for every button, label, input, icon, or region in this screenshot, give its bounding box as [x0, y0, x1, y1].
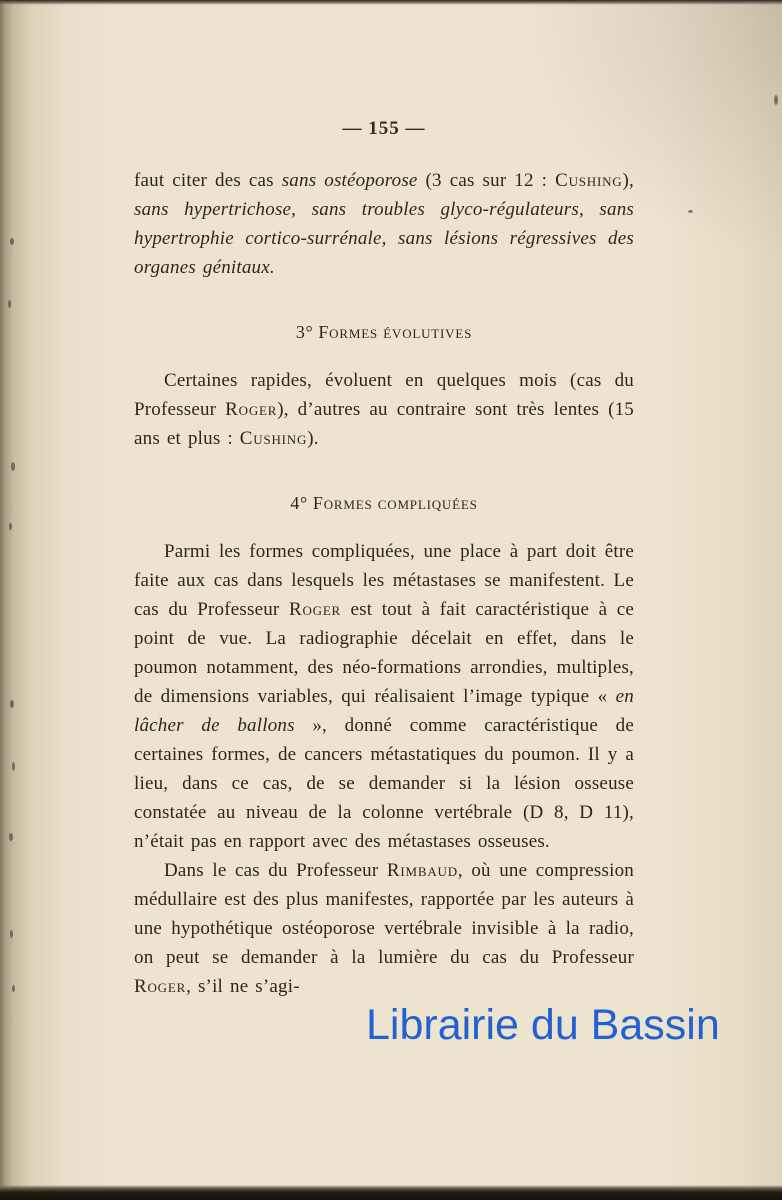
text-segment: Roger — [225, 399, 278, 420]
text-segment: Formes évolutives — [318, 322, 473, 342]
text-segment: en lâcher de ballons — [134, 686, 634, 736]
text-segment: Cushing — [239, 428, 308, 449]
scan-speck — [12, 762, 15, 771]
text-segment: faut citer des cas — [134, 170, 282, 191]
paragraph — [134, 366, 634, 453]
section-heading — [134, 493, 634, 514]
text-segment: 3° — [295, 322, 319, 342]
scan-speck — [9, 523, 12, 530]
scan-speck — [10, 700, 14, 708]
text-segment: , s’il ne s’agi- — [186, 976, 300, 997]
page-number: — 155 — — [342, 118, 426, 139]
scan-speck — [8, 300, 11, 308]
text-segment: est tout à fait caractéristique à ce point de vue. La radiographie décelait en effet, dans le poumon notamment, des néo-formations arrondies, multiples, de dimensions variables, qui réalisaient l’image typique « — [134, 599, 634, 707]
text-segment: , où une compression médullaire est des plus manifestes, rapportée par les auteurs à une hypothétique ostéoporose vertébrale invisible à la radio, on peut se demander à la lumière du cas du Professeur — [134, 860, 634, 968]
watermark-text: Librairie du Bassin — [366, 1001, 720, 1049]
text-segment: ), — [622, 170, 634, 191]
text-segment: Rimbaud — [386, 860, 458, 881]
text-segment: Roger — [288, 599, 342, 620]
text-segment: sans ostéoporose — [281, 170, 418, 191]
text-segment: 4° — [290, 493, 313, 513]
scan-speck — [11, 462, 15, 471]
text-segment: Parmi les formes compliquées, une place à part doit être faite aux cas dans lesquels les métastases se manifestent. Le cas du Professeur — [134, 541, 634, 620]
scan-speck — [12, 985, 15, 992]
text-segment: Cushing — [555, 170, 623, 191]
scan-edge-bottom — [0, 1185, 782, 1200]
scan-speck — [9, 833, 13, 841]
text-segment: sans hypertrichose, sans troubles glyco-régulateurs, sans hypertrophie cortico-surrénale, sans lésions régressives des organes génitaux. — [134, 199, 634, 278]
text-segment: Formes compliquées — [312, 493, 478, 513]
text-segment: Certaines rapides, évoluent en quelques mois (cas du Professeur — [134, 370, 634, 420]
text-segment: Dans le cas du Professeur — [164, 860, 387, 881]
content-area — [134, 166, 634, 1001]
paragraph — [134, 856, 634, 1001]
scan-speck — [688, 210, 693, 213]
text-segment: ), d’autres au contraire sont très lentes (15 ans et plus : — [134, 399, 635, 449]
section-heading — [134, 322, 634, 343]
scan-speck — [10, 930, 13, 938]
text-segment: », donné comme caractéristique de certaines formes, de cancers métastatiques du poumon. Il y a lieu, dans ce cas, de se demander si la lésion osseuse constatée au niveau de la colonne vertébrale (D 8, D 11), n’était pas en rapport avec des métastases osseuses. — [134, 715, 634, 852]
scan-speck — [10, 238, 14, 245]
text-segment: Roger — [134, 976, 187, 997]
text-segment: ). — [307, 428, 319, 449]
paragraph — [134, 537, 634, 856]
scan-speck — [774, 95, 778, 105]
paragraph — [134, 166, 634, 282]
text-segment: (3 cas sur 12 : — [417, 170, 556, 191]
text-column — [134, 0, 634, 1001]
